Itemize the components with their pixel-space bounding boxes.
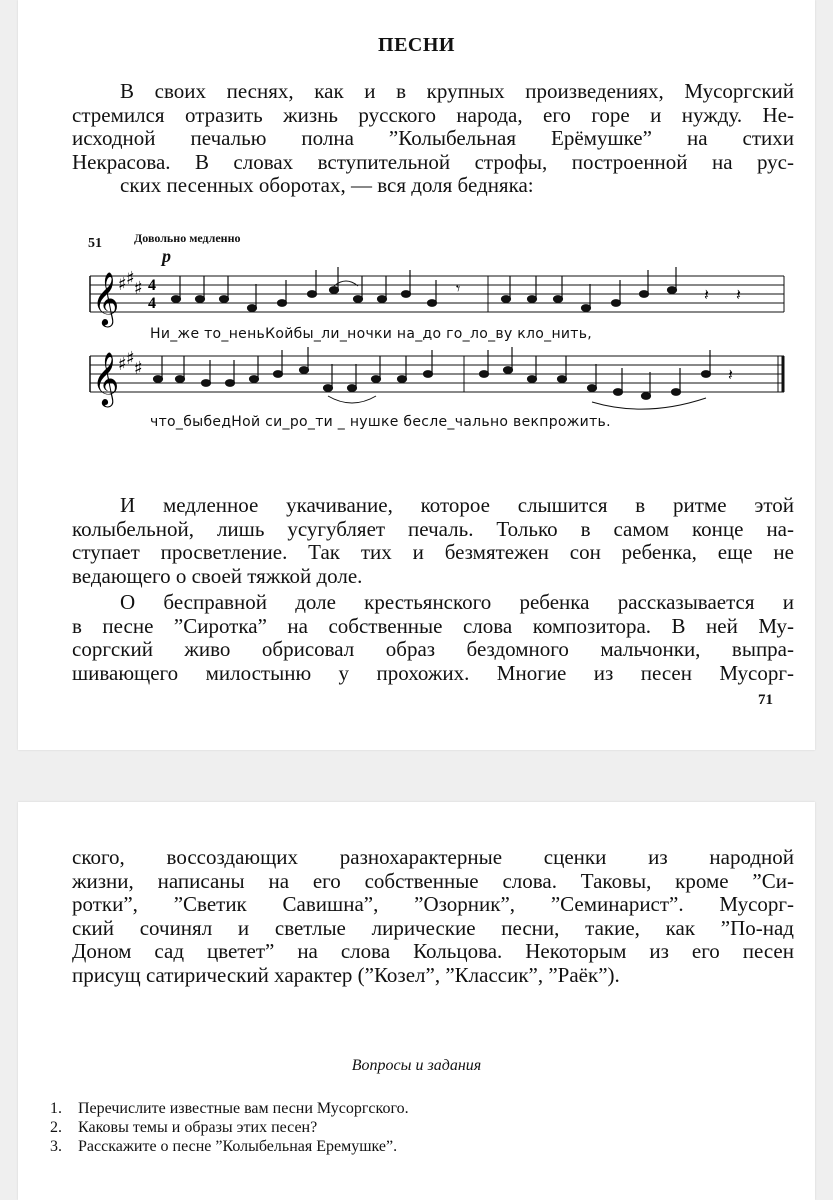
svg-text:♯: ♯ — [118, 274, 127, 295]
page-title: ПЕСНИ — [378, 34, 455, 56]
text-line: И медленное укачивание, которое слышится в ритме этой — [120, 493, 794, 517]
text-line: жизни, написаны на его собственные слова. Таковы, кроме ”Си- — [72, 868, 794, 893]
text-line: стремился отразить жизнь русского народа, его горе и нужду. Не- — [72, 102, 794, 127]
page-number: 71 — [758, 692, 773, 708]
intro-paragraph — [72, 80, 794, 198]
list-item — [50, 1099, 770, 1118]
question-text: Расскажите о песне ”Колыбельная Еремушке”. — [78, 1138, 398, 1155]
text-line: Доном сад цветет” на слова Кольцова. Некоторым из его песен — [72, 939, 794, 963]
text-line: присущ сатирический характер (”Козел”, ”Классик”, ”Раёк”). — [72, 962, 620, 987]
notes-line-2 — [154, 347, 711, 399]
list-item — [50, 1137, 770, 1156]
text-line: В своих песнях, как и в крупных произведениях, Мусоргский — [120, 79, 794, 103]
svg-text:𝄽: 𝄽 — [704, 285, 709, 304]
lullaby-paragraph — [72, 494, 794, 588]
svg-text:♯: ♯ — [134, 278, 143, 299]
text-line: исходной печалью полна ”Колыбельная Ерёмушке” на стихи — [72, 126, 794, 150]
questions-list — [50, 1099, 770, 1156]
question-number: 3. — [50, 1138, 62, 1155]
text-line: ведающего о своей тяжкой доле. — [72, 563, 363, 588]
tempo-marking: Довольно медленно — [134, 231, 241, 245]
staff-line-2 — [72, 344, 794, 414]
text-line: колыбельной, лишь усугубляет печаль. Только в самом конце на- — [72, 516, 794, 541]
music-score — [72, 222, 794, 442]
questions-heading: Вопросы и задания — [351, 1057, 482, 1074]
treble-clef-icon: 𝄞 — [92, 351, 120, 405]
notes-line-1 — [172, 267, 677, 311]
text-line: ступает просветление. Так тих и безмятежен сон ребенка, еще не — [72, 540, 794, 564]
measure-number: 51 — [88, 236, 102, 251]
svg-text:4: 4 — [148, 295, 156, 312]
question-number: 2. — [50, 1119, 62, 1136]
text-line: ских песенных оборотах, — вся доля бедняка: — [120, 173, 534, 197]
svg-text:♯: ♯ — [134, 358, 143, 379]
lyrics-line-1: Ни_же то_неньКойбы_ли_ночки на_до го_ло_ву кло_нить, — [150, 326, 593, 342]
svg-text:4: 4 — [148, 277, 156, 294]
orphan-paragraph — [72, 591, 794, 685]
svg-text:♯: ♯ — [126, 348, 135, 369]
dynamic-marking: p — [162, 246, 171, 266]
book-page-71 — [18, 0, 815, 750]
list-item — [50, 1118, 770, 1137]
question-text: Перечислите известные вам песни Мусоргского. — [78, 1100, 409, 1117]
text-line: ротки”, ”Светик Савишна”, ”Озорник”, ”Семинарист”. Мусорг- — [72, 892, 794, 916]
staff-line-1 — [72, 264, 794, 334]
svg-text:♯: ♯ — [118, 354, 127, 375]
text-line: Некрасова. В словах вступительной строфы, построенной на рус- — [72, 149, 794, 174]
svg-text:𝄽: 𝄽 — [736, 285, 741, 304]
text-line: ский сочинял и светлые лирические песни, такие, как ”По-над — [72, 915, 794, 940]
question-text: Каковы темы и образы этих песен? — [78, 1119, 318, 1136]
text-line: шивающего милостыню у прохожих. Многие из песен Мусорг- — [72, 660, 794, 685]
svg-text:♯: ♯ — [126, 268, 135, 289]
svg-text:𝄾: 𝄾 — [456, 279, 461, 298]
question-number: 1. — [50, 1100, 62, 1117]
text-line: ского, воссоздающих разнохарактерные сценки из народной — [72, 845, 794, 869]
svg-text:𝄽: 𝄽 — [728, 365, 733, 384]
continued-paragraph — [72, 846, 794, 987]
text-line: О бесправной доле крестьянского ребенка рассказывается и — [120, 590, 794, 614]
treble-clef-icon: 𝄞 — [92, 271, 120, 325]
text-line: в песне ”Сиротка” на собственные слова композитора. В ней Му- — [72, 613, 794, 638]
lyrics-line-2: что_быбедНой си_ро_ти _ нушке бесле_чально векпрожить. — [150, 414, 611, 430]
text-line: соргский живо обрисовал образ бездомного мальчонки, выпра- — [72, 637, 794, 661]
